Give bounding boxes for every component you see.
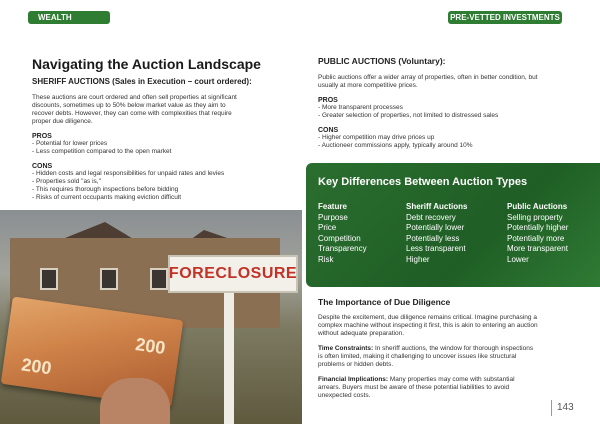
list-item: - Auctioneer commissions apply, typically around 10% — [318, 142, 473, 149]
due-diligence-title: The Importance of Due Diligence — [318, 297, 451, 307]
public-pros-heading: PROS — [318, 97, 338, 104]
section-tag-wealth: WEALTH — [28, 11, 110, 24]
financial-implications-paragraph — [318, 376, 580, 400]
table-row — [318, 213, 568, 224]
table-cell: Purpose — [318, 212, 348, 222]
due-diligence-section — [318, 297, 580, 400]
list-item: - Risks of current occupants making eviction difficult — [32, 194, 182, 201]
text-line: discounts, sometimes up to 50% below market value as they aim to — [32, 102, 226, 109]
list-item: - Properties sold "as is," — [32, 178, 101, 185]
list-item: - Potential for lower prices — [32, 140, 108, 147]
list-item: - Greater selection of properties, not limited to distressed sales — [318, 112, 499, 119]
public-auctions-heading: PUBLIC AUCTIONS (Voluntary): — [318, 56, 446, 66]
table-cell: Selling property — [507, 212, 563, 222]
note-value: 200 — [20, 354, 53, 379]
time-constraints-label: Time Constraints: — [318, 345, 374, 352]
table-cell: Competition — [318, 233, 361, 243]
text-line — [318, 345, 580, 353]
text-line: is often limited, making it challenging to uncover issues like structural — [318, 353, 517, 360]
hand — [100, 378, 170, 424]
house-window — [100, 268, 118, 290]
page-number: 143 — [551, 400, 574, 416]
table-cell: Potentially lower — [406, 223, 465, 233]
table-cell: Potentially higher — [507, 223, 569, 233]
sheriff-auctions-heading: SHERIFF AUCTIONS (Sales in Execution – court ordered): — [32, 77, 252, 86]
text-line: without adequate preparation. — [318, 330, 405, 337]
sign-post — [224, 293, 234, 424]
text-line: Despite the excitement, due diligence remains critical. Imagine purchasing a — [318, 314, 537, 321]
house-window — [150, 268, 168, 290]
list-item: - Less competition compared to the open market — [32, 148, 172, 155]
table-cell: Potentially more — [507, 233, 565, 243]
list-item: - More transparent processes — [318, 104, 403, 111]
table-header-cell: Sheriff Auctions — [406, 202, 468, 211]
table-cell: Less transparent — [406, 244, 466, 254]
list-item: - This requires thorough inspections before bidding — [32, 186, 179, 193]
due-diligence-intro — [318, 314, 580, 338]
table-row — [318, 244, 568, 255]
text-line: These auctions are court ordered and often sell properties at significant — [32, 94, 237, 101]
table-row — [318, 223, 568, 234]
text-fragment: Many properties may come with substantial — [388, 376, 515, 383]
table-header-cell: Feature — [318, 202, 347, 211]
note-value: 200 — [134, 334, 167, 359]
table-cell: Higher — [406, 254, 430, 264]
public-cons-heading: CONS — [318, 127, 339, 134]
table-row — [318, 255, 568, 266]
text-line: Public auctions offer a wider array of properties, often in better condition, but — [318, 74, 538, 81]
text-line: recover debts. However, they can come with complexities that require — [32, 110, 232, 117]
section-tag-pre-vetted: PRE-VETTED INVESTMENTS — [448, 11, 562, 24]
text-line: unexpected costs. — [318, 392, 371, 399]
list-item: - Higher competition may drive prices up — [318, 134, 435, 141]
foreclosure-sign — [168, 255, 298, 293]
sheriff-cons-heading: CONS — [32, 163, 53, 170]
table-cell: Transparency — [318, 244, 367, 254]
text-line: complex machine without inspecting it first, this is akin to entering an auction — [318, 322, 538, 329]
text-line: arrears. Buyers must be aware of these potential liabilities to avoid — [318, 384, 510, 391]
table-header-row — [318, 202, 568, 213]
list-item: - Hidden costs and legal responsibilities for unpaid rates and levies — [32, 170, 225, 177]
page-title: Navigating the Auction Landscape — [32, 56, 261, 72]
table-cell: Risk — [318, 254, 334, 264]
foreclosure-photo — [0, 210, 302, 424]
table-cell: Debt recovery — [406, 212, 456, 222]
table-cell: Lower — [507, 254, 529, 264]
text-line: proper due diligence. — [32, 118, 93, 125]
table-cell: More transparent — [507, 244, 568, 254]
sign-text: FORECLOSURE — [168, 265, 298, 282]
sheriff-pros-heading: PROS — [32, 133, 52, 140]
key-differences-title: Key Differences Between Auction Types — [318, 176, 528, 188]
differences-table — [318, 202, 568, 266]
public-intro — [318, 74, 580, 90]
table-cell: Price — [318, 223, 337, 233]
text-line — [318, 376, 580, 384]
right-column — [318, 56, 580, 150]
time-constraints-paragraph — [318, 345, 580, 369]
sheriff-intro — [32, 94, 282, 126]
table-header-cell: Public Auctions — [507, 202, 568, 211]
left-column — [32, 56, 282, 202]
text-line: usually at more competitive prices. — [318, 82, 418, 89]
key-differences-panel — [306, 163, 600, 287]
table-cell: Potentially less — [406, 233, 460, 243]
financial-implications-label: Financial Implications: — [318, 376, 389, 383]
house-window — [40, 268, 58, 290]
text-line: problems or hidden debts. — [318, 361, 394, 368]
table-row — [318, 234, 568, 245]
text-fragment: In sheriff auctions, the window for thorough inspections — [373, 345, 534, 352]
